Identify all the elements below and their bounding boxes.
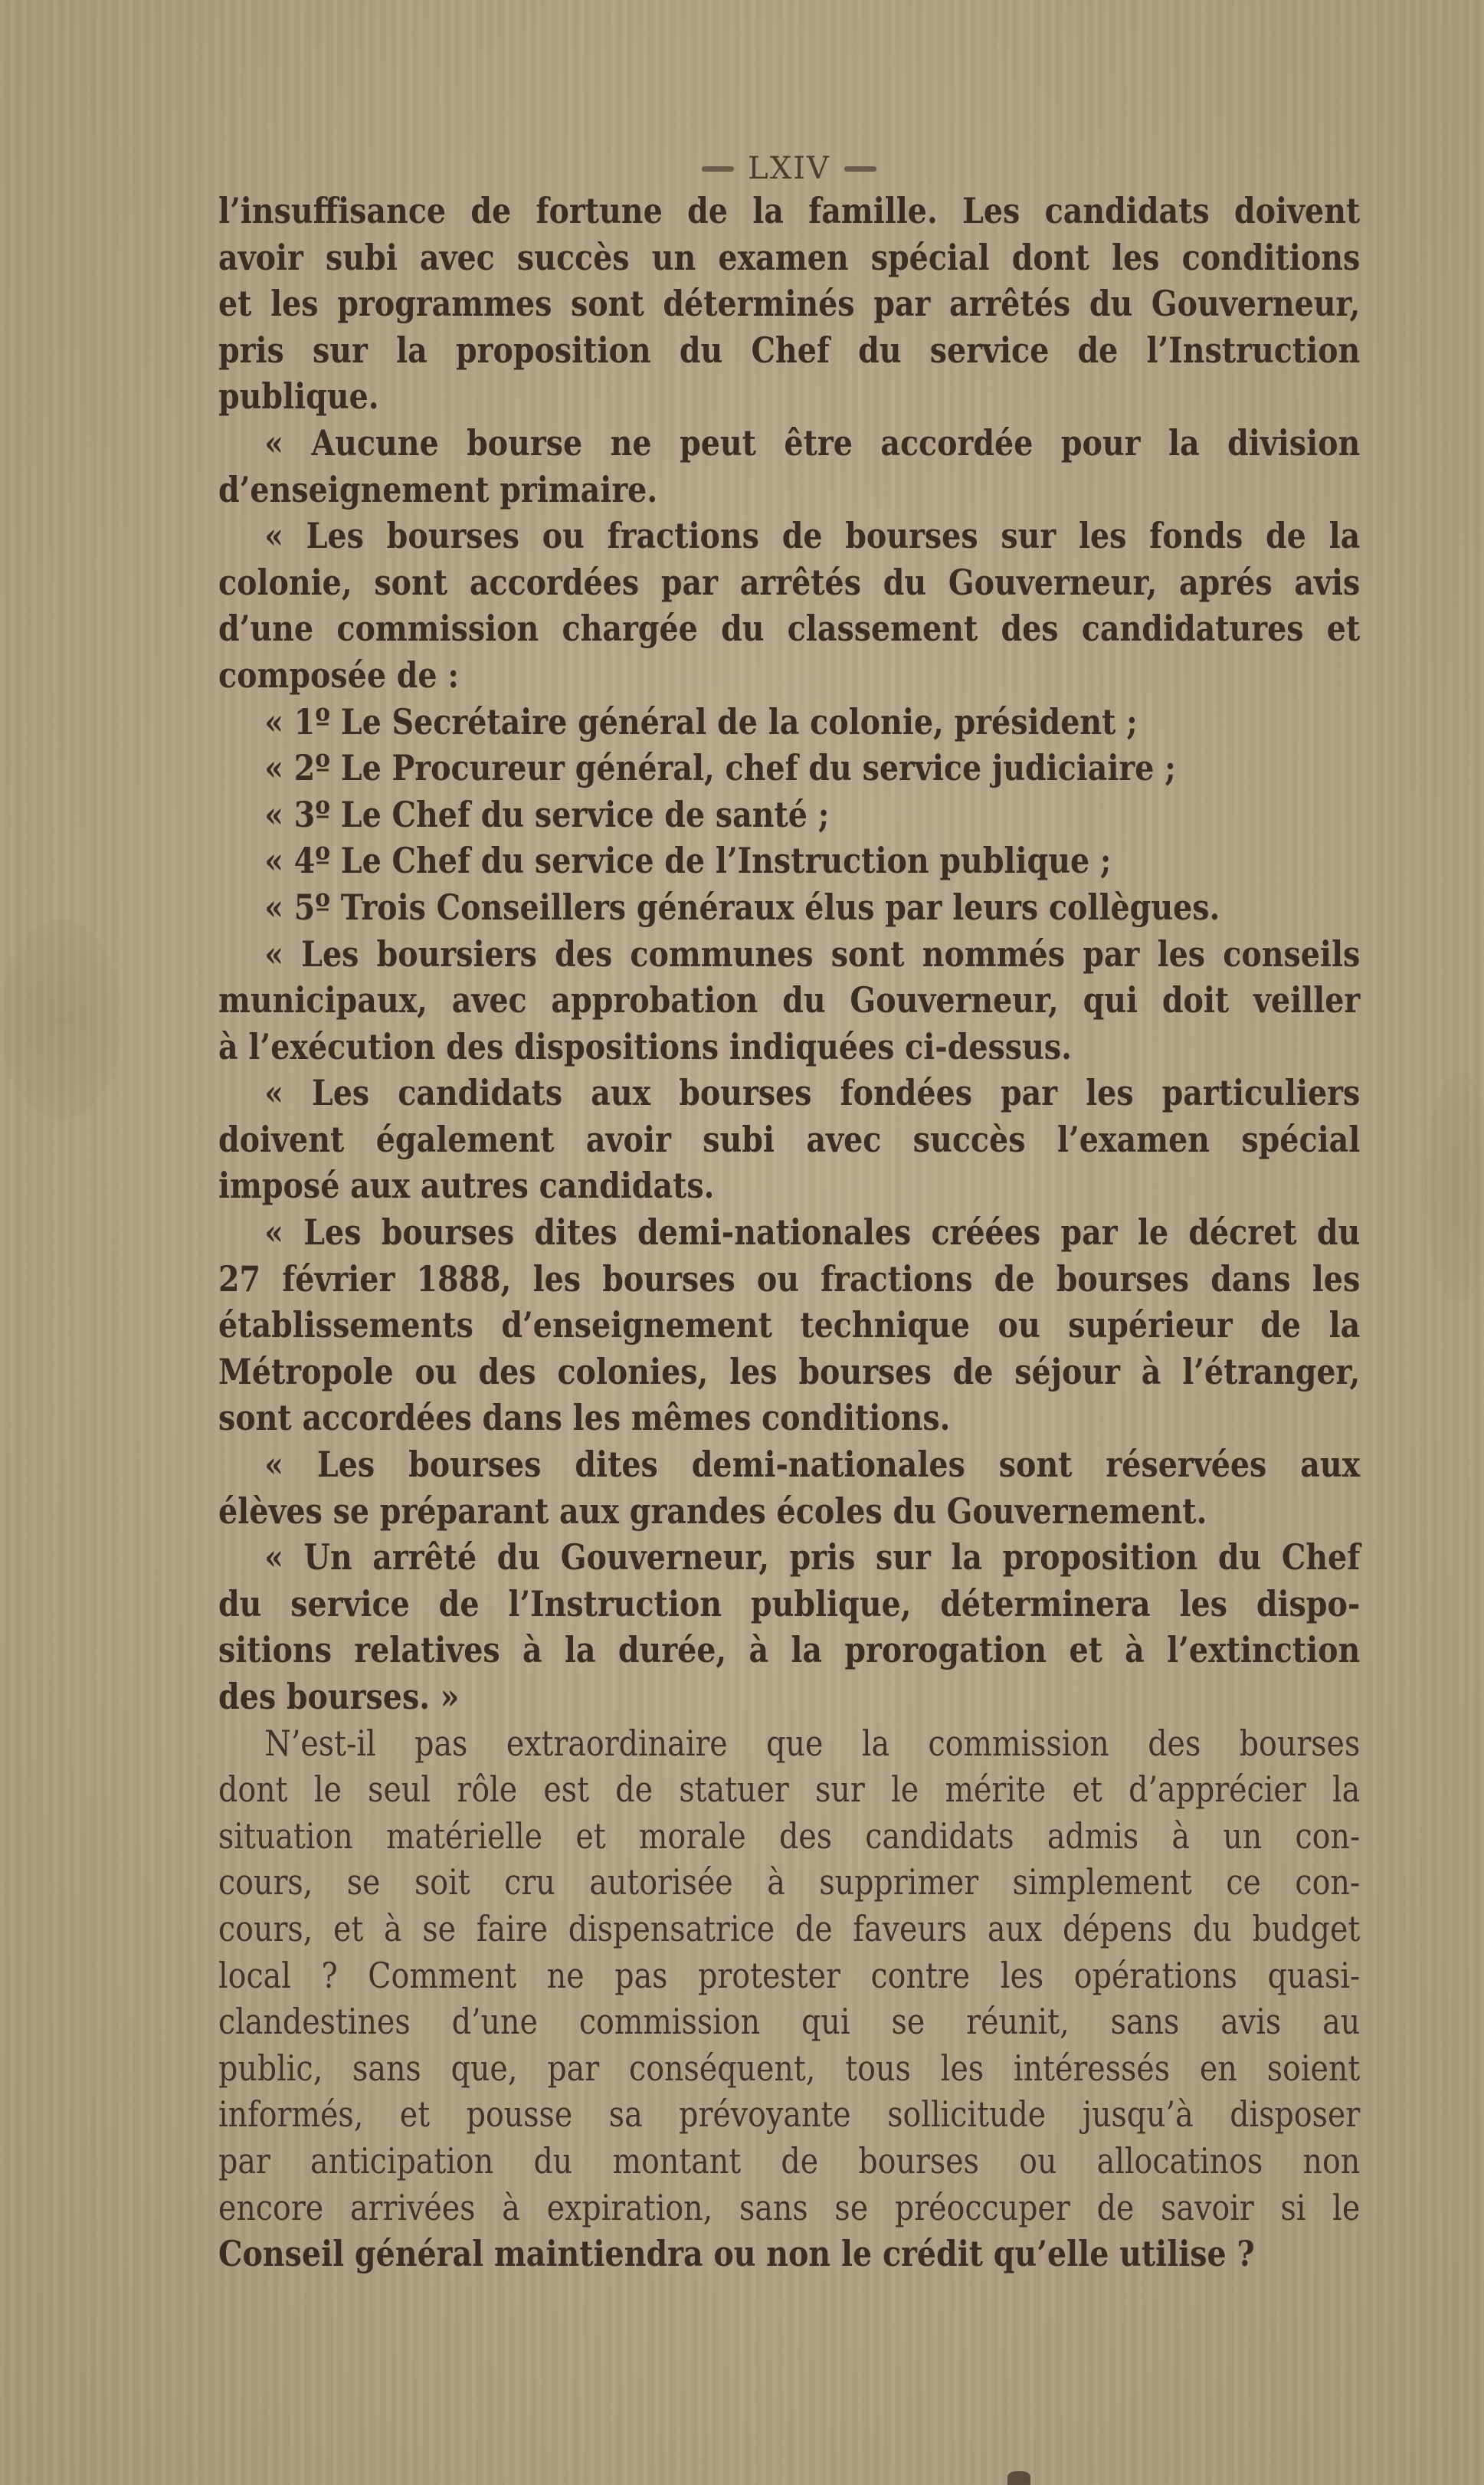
text-line: élèves se préparant aux grandes écoles du Gouvernement. — [218, 1490, 1207, 1532]
text-line: situation matérielle et morale des candidats admis à un con- — [218, 1815, 1361, 1857]
text-line: Conseil général maintiendra ou non le crédit qu’elle utilise ? — [218, 2233, 1255, 2275]
text-line: par anticipation du montant de bourses ou allocatinos non — [218, 2139, 1361, 2182]
text-line: et les programmes sont déterminés par arrêtés du Gouverneur, — [218, 283, 1361, 325]
text-line: clandestines d’une commission qui se réunit, sans avis au — [218, 2001, 1361, 2043]
text-line: doivent également avoir subi avec succès l’examen spécial — [218, 1118, 1361, 1160]
running-head — [218, 149, 1360, 188]
text-line: public, sans que, par conséquent, tous les intéressés en soient — [218, 2047, 1361, 2089]
ink-blot — [1007, 2471, 1030, 2485]
paragraph-start: « Les bourses dites demi-nationales sont réservées aux — [264, 1444, 1361, 1486]
text-line: colonie, sont accordées par arrêtés du Gouverneur, aprés avis — [218, 561, 1361, 603]
page-body — [218, 188, 1360, 2277]
paragraph-start: « Les bourses dites demi-nationales créées par le décret du — [264, 1211, 1361, 1254]
paper-stain — [1425, 1073, 1484, 1303]
text-line: publique. — [218, 375, 379, 418]
text-line: établissements d’enseignement technique ou supérieur de la — [218, 1304, 1361, 1346]
text-line: d’une commission chargée du classement des candidatures et — [218, 608, 1361, 650]
text-line: à l’exécution des dispositions indiquées ci-dessus. — [218, 1025, 1072, 1067]
text-line: composée de : — [218, 654, 459, 696]
list-item: « 3º Le Chef du service de santé ; — [264, 793, 830, 835]
text-line: local ? Comment ne pas protester contre les opérations quasi- — [218, 1954, 1361, 1996]
paper-stain — [0, 920, 123, 1119]
paragraph-start: « Aucune bourse ne peut être accordée pour la division — [264, 421, 1361, 464]
text-line: Métropole ou des colonies, les bourses de séjour à l’étranger, — [218, 1350, 1361, 1392]
text-line: d’enseignement primaire. — [218, 468, 658, 510]
text-line: 27 février 1888, les bourses ou fractions de bourses dans les — [218, 1257, 1361, 1300]
list-item: « 5º Trois Conseillers généraux élus par leurs collègues. — [264, 886, 1220, 928]
text-line: l’insuffisance de fortune de la famille. Les candidats doivent — [218, 190, 1361, 231]
list-item: « 1º Le Secrétaire général de la colonie, président ; — [264, 700, 1138, 743]
text-line: des bourses. » — [218, 1676, 460, 1717]
list-item: « 4º Le Chef du service de l’Instruction publique ; — [264, 840, 1112, 882]
paragraph-start: « Les candidats aux bourses fondées par les particuliers — [264, 1072, 1361, 1114]
text-line: sont accordées dans les mêmes conditions. — [218, 1397, 951, 1439]
text-line: imposé aux autres candidats. — [218, 1165, 715, 1207]
text-line: dont le seul rôle est de statuer sur le mérite et d’apprécier la — [218, 1769, 1361, 1811]
text-line: encore arrivées à expiration, sans se préoccuper de savoir si le — [218, 2186, 1361, 2228]
text-line: informés, et pousse sa prévoyante sollicitude jusqu’à disposer — [218, 2093, 1361, 2136]
paragraph-start: « Les bourses ou fractions de bourses sur les fonds de la — [264, 515, 1361, 557]
text-line: avoir subi avec succès un examen spécial dont les conditions — [218, 236, 1361, 278]
list-item: « 2º Le Procureur général, chef du service judiciaire ; — [264, 747, 1176, 789]
text-line: cours, et à se faire dispensatrice de faveurs aux dépens du budget — [218, 1907, 1361, 1949]
book-page — [218, 149, 1360, 2277]
ornament-dash-right — [844, 166, 876, 172]
paragraph-start: « Les boursiers des communes sont nommés par les conseils — [264, 933, 1361, 975]
text-line: cours, se soit cru autorisée à supprimer simplement ce con- — [218, 1861, 1361, 1903]
text-line: du service de l’Instruction publique, déterminera les dispo- — [218, 1582, 1361, 1624]
page-number: LXIV — [748, 151, 830, 186]
paragraph-start: « Un arrêté du Gouverneur, pris sur la proposition du Chef — [264, 1536, 1361, 1579]
ornament-dash-left — [702, 166, 734, 172]
paragraph-start: N’est-il pas extraordinaire que la commission des bourses — [264, 1722, 1361, 1764]
text-line: pris sur la proposition du Chef du service de l’Instruction — [218, 329, 1361, 371]
text-line: municipaux, avec approbation du Gouverneur, qui doit veiller — [218, 979, 1361, 1021]
text-line: sitions relatives à la durée, à la prorogation et à l’extinction — [218, 1629, 1361, 1671]
